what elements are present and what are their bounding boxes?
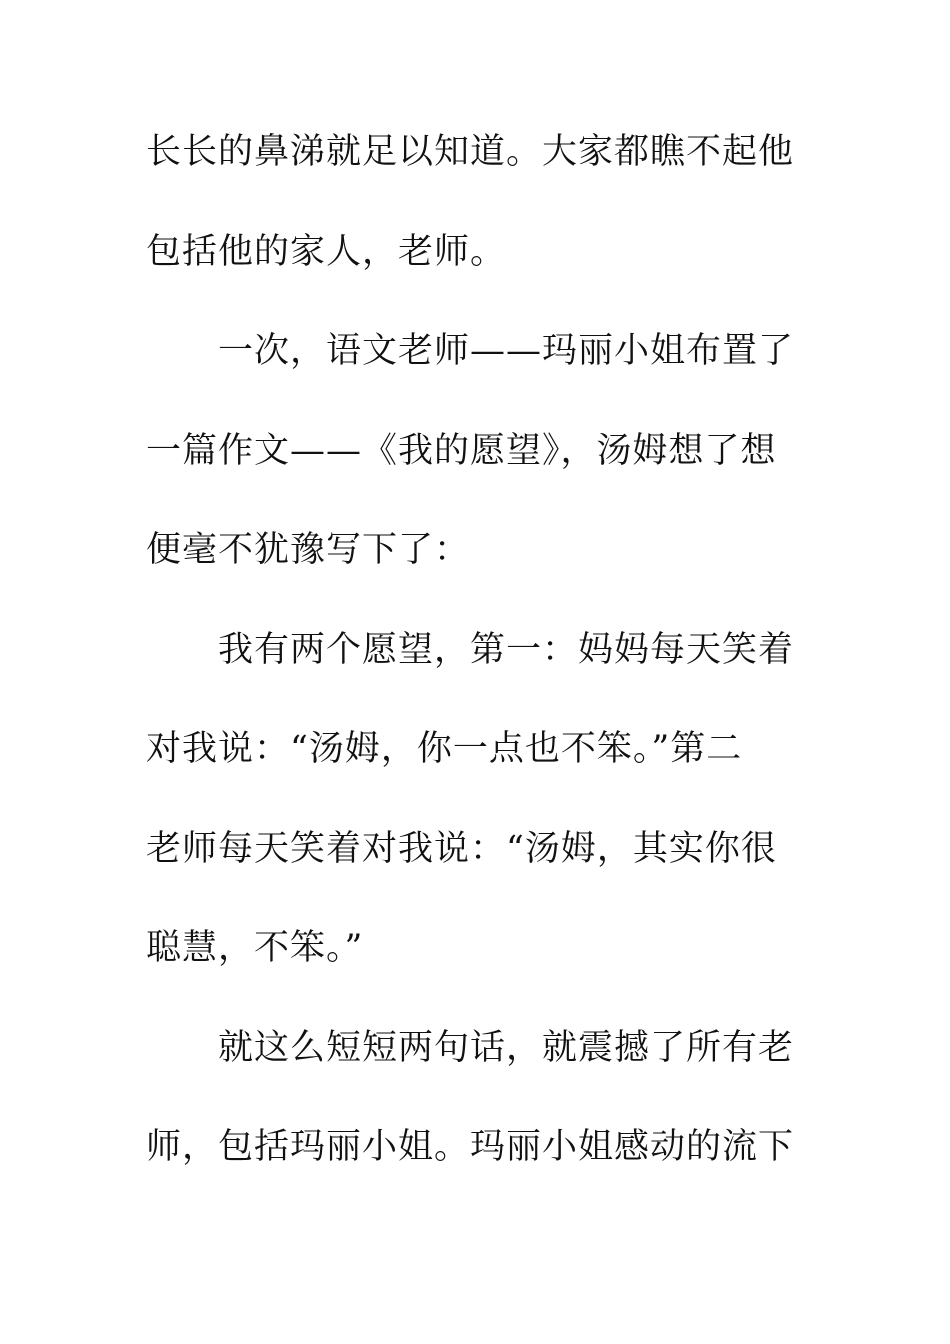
text-line: 一篇作文——《我的愿望》，汤姆想了想	[146, 430, 777, 471]
text-line: 包括他的家人，老师。	[146, 231, 507, 272]
text-line-paragraph-start: 一次，语文老师——玛丽小姐布置了	[218, 331, 795, 371]
text-line-paragraph-start: 就这么短短两句话，就震撼了所有老	[218, 1027, 795, 1068]
body-text	[146, 124, 806, 1219]
text-line: 师，包括玛丽小姐。玛丽小姐感动的流下	[146, 1127, 795, 1167]
text-line-paragraph-start: 我有两个愿望，第一：妈妈每天笑着	[218, 629, 795, 670]
text-line: 老师每天笑着对我说：“汤姆，其实你很	[146, 828, 777, 869]
text-line: 长长的鼻涕就足以知道。大家都瞧不起他	[146, 132, 795, 172]
text-line: 聪慧，不笨。”	[146, 928, 364, 968]
text-line: 对我说：“汤姆，你一点也不笨。”第二	[146, 729, 743, 769]
text-line: 便毫不犹豫写下了：	[146, 530, 471, 570]
